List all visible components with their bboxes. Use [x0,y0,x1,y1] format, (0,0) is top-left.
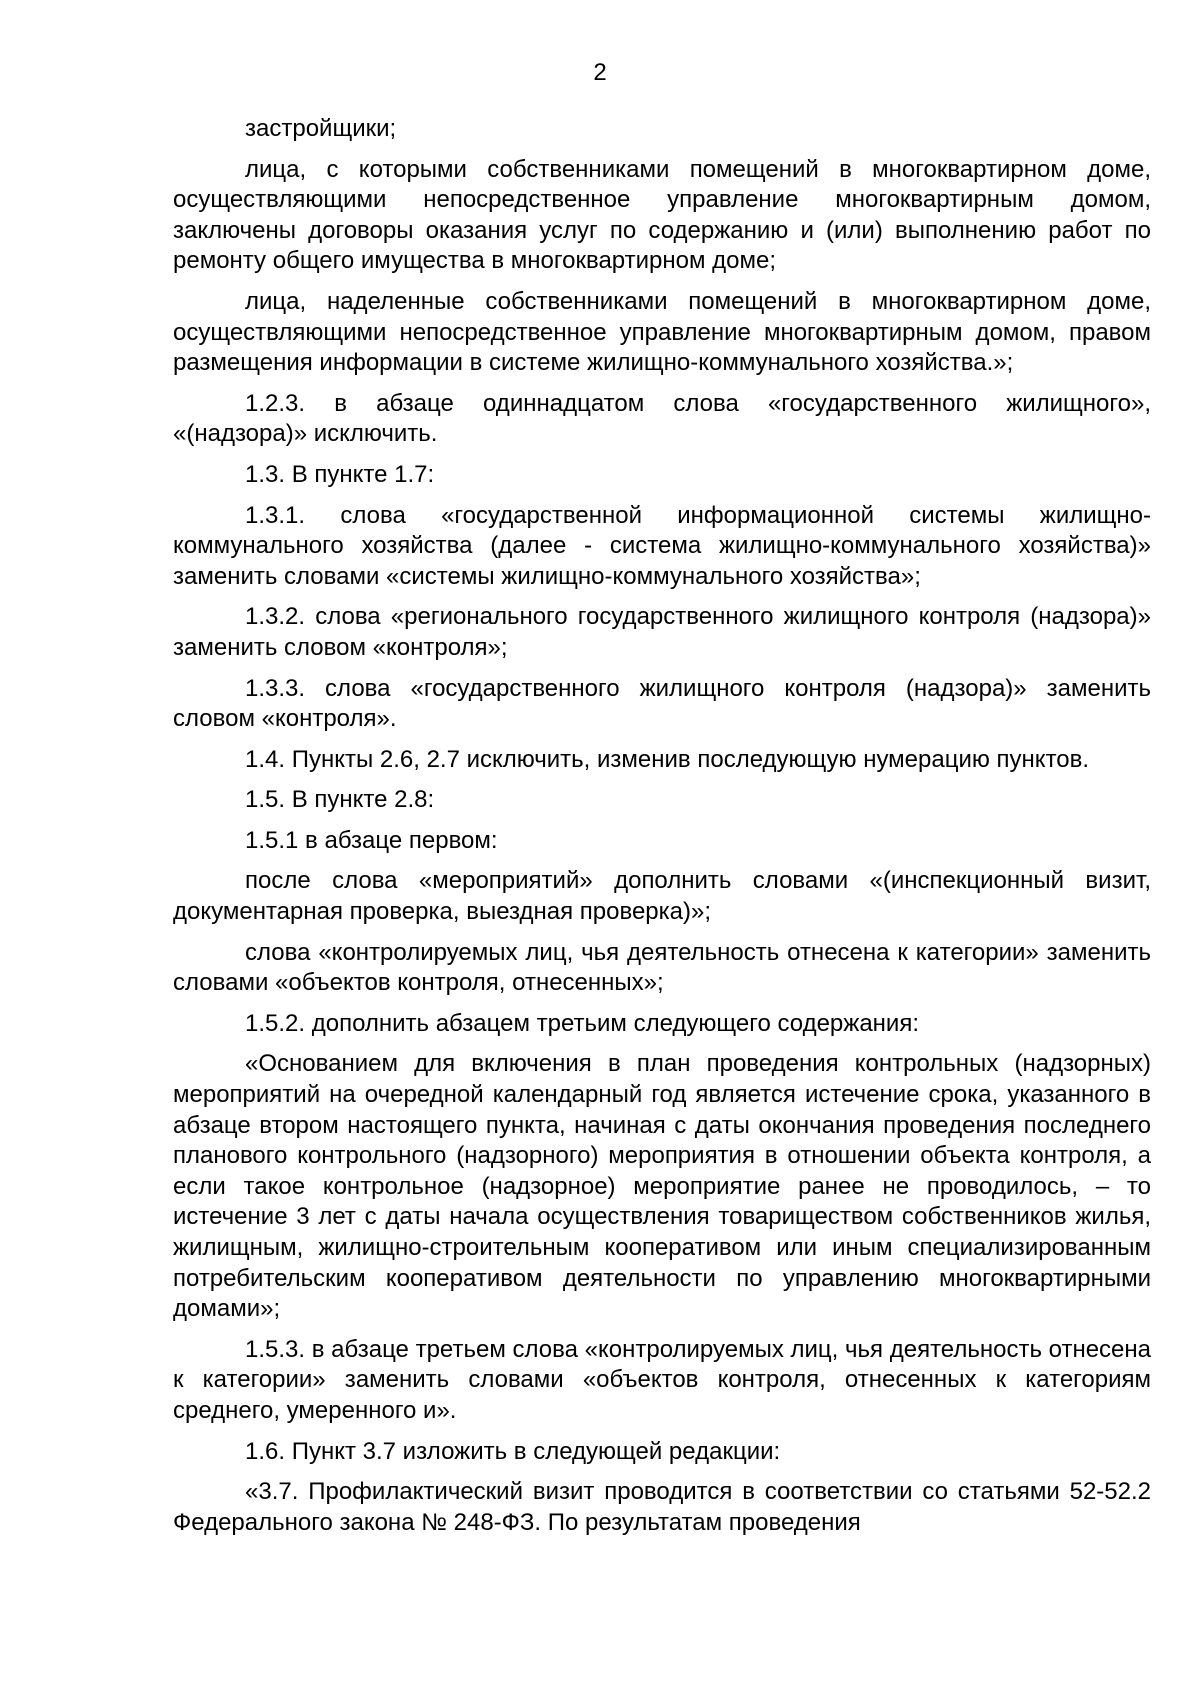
paragraph: «Основанием для включения в план проведения контрольных (надзорных) мероприятий на очередной календарный год является истечение срока, указанного в абзаце втором настоящего пункта, начиная с даты окончания проведения последнего планового контрольного (надзорного) мероприятия в отношении объекта контроля, а если такое контрольное (надзорное) мероприятие ранее не проводилось, – то истечение 3 лет с даты начала осуществления товариществом собственников жилья, жилищным, жилищно-строительным кооперативом или иным специализированным потребительским кооперативом деятельности по управлению многоквартирными домами»; [173,1050,1151,1323]
paragraph: слова «контролируемых лиц, чья деятельность отнесена к категории» заменить словами «объектов контроля, отнесенных»; [173,938,1151,997]
paragraph: после слова «мероприятий» дополнить словами «(инспекционный визит, документарная проверка, выездная проверка)»; [173,867,1151,926]
paragraph: лица, наделенные собственниками помещений в многоквартирном доме, осуществляющими непосредственное управление многоквартирным домом, правом размещения информации в системе жилищно-коммунального хозяйства.»; [173,287,1151,377]
paragraph: 1.2.3. в абзаце одиннадцатом слова «государственного жилищного», «(надзора)» исключить. [173,389,1151,448]
paragraph: 1.5.3. в абзаце третьем слова «контролируемых лиц, чья деятельность отнесена к категории» заменить словами «объектов контроля, отнесенных к категориям среднего, умеренного и». [173,1335,1151,1424]
paragraph: 1.5.2. дополнить абзацем третьим следующего содержания: [245,1009,919,1037]
paragraph: лица, с которыми собственниками помещений в многоквартирном доме, осуществляющими непосредственное управление многоквартирным домом, заключены договоры оказания услуг по содержанию и (или) выполнению работ по ремонту общего имущества в многоквартирном доме; [173,155,1151,275]
paragraph: 1.3.1. слова «государственной информационной системы жилищно-коммунального хозяйства (далее - система жилищно-коммунального хозяйства)» заменить словами «системы жилищно-коммунального хозяйства»; [173,501,1151,590]
paragraph: 1.6. Пункт 3.7 изложить в следующей редакции: [245,1437,781,1465]
paragraph: 1.5.1 в абзаце первом: [245,826,498,854]
paragraph: 1.3. В пункте 1.7: [245,460,435,488]
document-body [173,114,1151,1548]
paragraph: 1.4. Пункты 2.6, 2.7 исключить, изменив последующую нумерацию пунктов. [245,745,1090,773]
paragraph: 1.3.2. слова «регионального государственного жилищного контроля (надзора)» заменить словом «контроля»; [173,603,1151,661]
page-number: 2 [593,59,607,86]
paragraph: застройщики; [245,115,397,142]
paragraph: «3.7. Профилактический визит проводится в соответствии со статьями 52-52.2 Федерального закона № 248-ФЗ. По результатам проведения [173,1478,1151,1536]
paragraph: 1.3.3. слова «государственного жилищного контроля (надзора)» заменить словом «контроля». [173,674,1151,733]
paragraph: 1.5. В пункте 2.8: [245,786,435,814]
